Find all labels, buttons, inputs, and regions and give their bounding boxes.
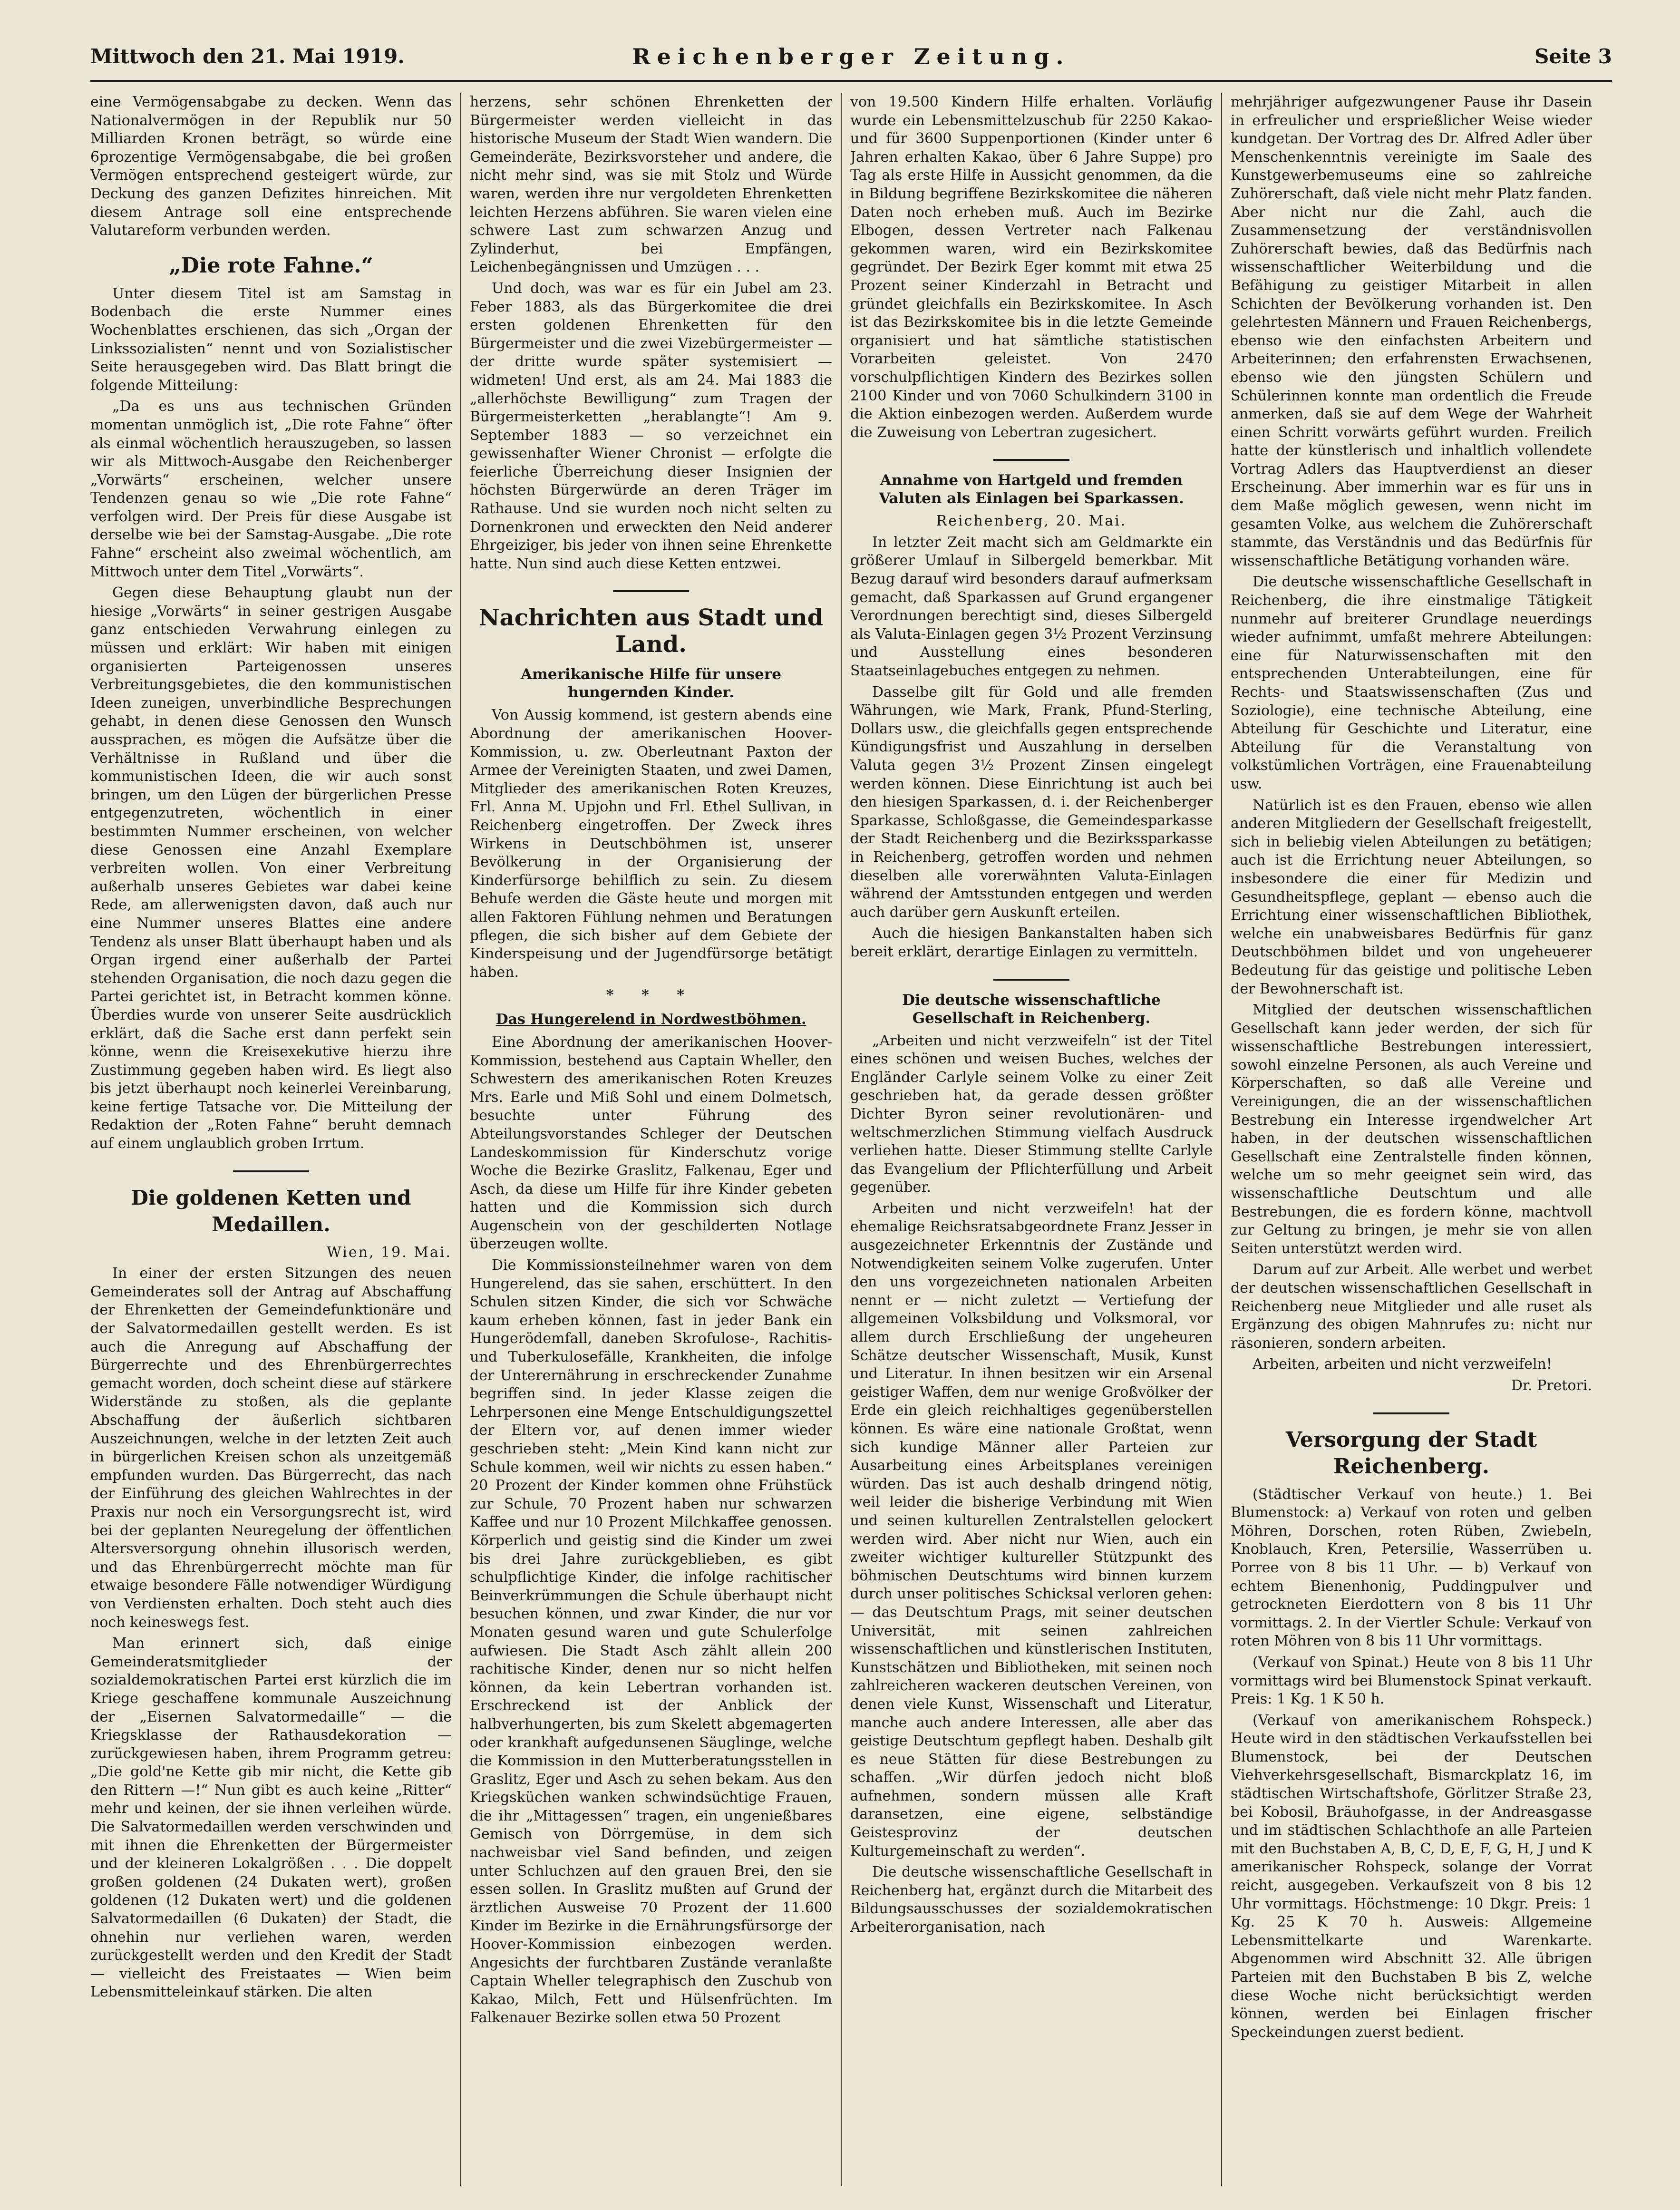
paragraph: Man erinnert sich, daß einige Gemeinderatsmitglieder der sozialdemokratischen Partei erst kürzlich die im Kriege geschaffene kommunale Auszeichnung der „Eisernen Salvatormedaille“ — die Kriegsklasse der Rathausdekoration — zurückgewiesen haben, ihrem Programm getreu: „Die gold'ne Kette gib mir nicht, die Kette gib den Rittern —!“ Nun gibt es auch keine „Ritter“ mehr und keinen, der sie ihnen verleihen würde. Die Salvatormedaillen werden verschwinden und mit ihnen die Ehrenketten der Bürgermeister und der kleineren Lokalgrößen . . . Die doppelt großen goldenen (24 Dukaten wert), großen goldenen (12 Dukaten wert) und die goldenen Salvatormedaillen (6 Dukaten) der Stadt, die ohnehin nur verliehen waren, werden zurückgestellt werden und den Kredit der Stadt — vielleicht des Freistaates — Wien beim Lebensmitteleinkauf stärken. Die alten	[90, 1635, 452, 2001]
paragraph: In letzter Zeit macht sich am Geldmarkte ein größerer Umlauf in Silbergeld bemerkbar. Mit Bezug darauf wird besonders darauf aufmerksam gemacht, daß Sparkassen auf Grund ergangener Verordnungen berechtigt sind, dieses Silbergeld als Valuta-Einlagen gegen 3½ Prozent Verzinsung und Ausstellung eines besonderen Staatseinlagebuches entgegen zu nehmen.	[850, 534, 1213, 680]
paragraph: Und doch, was war es für ein Jubel am 23. Feber 1883, als das Bürgerkomitee die drei ersten goldenen Ehrenketten für den Bürgermeister und die zwei Vizebürgermeister — der dritte wurde später systemisiert — widmeten! Und erst, als am 24. Mai 1883 die „allerhöchste Bewilligung“ zum Tragen der Bürgermeisterketten „herablangte“! Am 9. September 1883 — so verzeichnet ein gewissenhafter Wiener Chronist — erfolgte die feierliche Überreichung dieser Insignien der höchsten Bürgerwürde an deren Träger im Rathause. Und sie wurden noch nicht selten zu Dornenkronen und erweckten den Neid anderer Ehrgeiziger, bis jeder von ihnen seine Ehrenkette hatte. Nun sind auch diese Ketten entzwei.	[470, 280, 832, 572]
paragraph: Auch die hiesigen Bankanstalten haben sich bereit erklärt, derartige Einlagen zu vermitteln.	[850, 925, 1213, 960]
page-number: Seite 3	[1534, 45, 1612, 68]
article-continuation: eine Vermögensabgabe zu decken. Wenn das Nationalvermögen in der Republik nur 50 Milliarden Kronen beträgt, so würde eine 6prozentige Vermögensabgabe, die bei großen Vermögen entsprechend gesteigert würde, zur Deckung des ganzen Defizites hinreichen. Mit diesem Antrage soll eine entsprechende Valutareform verbunden werden.	[90, 94, 452, 239]
paragraph: Mitglied der deutschen wissenschaftlichen Gesellschaft kann jeder werden, der sich für wissenschaftliche Bestrebungen interessiert, sowohl einzelne Personen, als auch Vereine und Körperschaften, so daß alle Vereine und Vereinigungen, die an der wissenschaftlichen Bestrebung ein Interesse irgendwelcher Art haben, in der deutschen wissenschaftlichen Gesellschaft eine Zentralstelle finden können, welche um so mehr geeignet sein wird, das wissenschaftliche Deutschtum und alle Bestrebungen, die es fordern könne, machtvoll zur Geltung zu bringen, je mehr sie von allen Seiten unterstützt werden wird.	[1231, 1002, 1592, 1257]
paragraph: Von Aussig kommend, ist gestern abends eine Abordnung der amerikanischen Hoover-Kommission, u. zw. Oberleutnant Paxton der Armee der Vereinigten Staaten, und zwei Damen, Mitglieder des amerikanischen Roten Kreuzes, Frl. Anna M. Upjohn und Frl. Ethel Sullivan, in Reichenberg eingetroffen. Der Zweck ihres Wirkens in Deutschböhmen ist, unserer Bevölkerung in der Organisierung der Kinderfürsorge behilflich zu sein. Zu diesem Behufe werden die Gäste heute und morgen mit allen Faktoren Fühlung nehmen und Beratungen pflegen, die sich bisher auf dem Gebiete der Kinderspeisung und der Jugendfürsorge betätigt haben.	[470, 707, 832, 981]
column-rule	[1221, 93, 1222, 2186]
paragraph: Darum auf zur Arbeit. Alle werbet und werbet der deutschen wissenschaftlichen Gesellschaft in Reichenberg neue Mitglieder und alle ruset als Ergänzung des obigen Mahnrufes zu: nicht nur räsonieren, sondern arbeiten.	[1231, 1261, 1592, 1352]
column-rule	[841, 93, 842, 2186]
paragraph: In einer der ersten Sitzungen des neuen Gemeinderates soll der Antrag auf Abschaffung der Ehrenketten der Gemeindefunktionäre und der Salvatormedaillen gestellt werden. Es ist auch die Anregung auf Abschaffung der Bürgerrechte und des Ehrenbürgerrechtes gemacht worden, doch scheint diese auf stärkere Widerstände zu stoßen, als die geplante Abschaffung der äußerlich sichtbaren Auszeichnungen, welche in der letzten Zeit auch in bürgerlichen Kreisen schon als unzeitgemäß empfunden wurden. Das Bürgerrecht, das nach der Einführung des gleichen Wahlrechtes in der Praxis nur noch ein Versorgungsrecht ist, wird bei der geplanten Neuregelung der öffentlichen Altersversorgung ohnehin illusorisch werden, und das Ehrenbürgerrecht möchte man für etwaige besondere Fälle notwendiger Würdigung von Verdiensten erhalten. Doch steht auch dies noch keineswegs fest.	[90, 1265, 452, 1631]
paragraph: Dasselbe gilt für Gold und alle fremden Währungen, wie Mark, Frank, Pfund-Sterling, Dollars usw., die gleichfalls gegen entsprechende Kündigungsfrist und Auszahlung in derselben Valuta gegen 3½ Prozent Zinsen eingelegt werden können. Diese Einrichtung ist auch bei den hiesigen Sparkassen, d. i. der Reichenberger Sparkasse, Schloßgasse, die Gemeindesparkasse der Stadt Reichenberg und die Bezirkssparkasse in Reichenberg, getroffen worden und nehmen dieselben alle vorerwähnten Valuta-Einlagen während der Amtsstunden entgegen und werden auch darüber gern Auskunft erteilen.	[850, 683, 1213, 921]
headline-hartgeld-valuten: Annahme von Hartgeld und fremden Valuten als Einlagen bei Sparkassen.	[879, 472, 1184, 507]
quoted-notice: „Da es uns aus technischen Gründen momentan unmöglich ist, „Die rote Fahne“ öfter als einmal wöchentlich herauszugeben, so lassen wir als Mittwoch-Ausgabe den Reichenberger „Vorwärts“ erscheinen, welcher unsere Tendenzen genau so wie „Die rote Fahne“ verfolgen wird. Der Preis für diese Ausgabe ist derselbe wie bei der Samstag-Ausgabe. „Die rote Fahne“ erscheint also zweimal wöchentlich, am Mittwoch unter dem Titel „Vorwärts“.	[90, 398, 452, 580]
paragraph: „Arbeiten und nicht verzweifeln“ ist der Titel eines schönen und weisen Buches, welches der Engländer Carlyle seinem Volke zu einer Zeit geschrieben hat, da gerade dessen größter Dichter Byron seiner revolutionären- und weltschmerzlichen Stimmung vielfach Ausdruck verliehen hatte. Dieser Stimmung stellte Carlyle das Evangelium der Pflichterfüllung und Arbeit gegenüber.	[850, 1032, 1213, 1196]
headline-wissenschaftliche-gesellschaft: Die deutsche wissenschaftliche Gesellschaft in Reichenberg.	[902, 991, 1161, 1027]
section-heading-nachrichten: Nachrichten aus Stadt und Land.	[478, 604, 824, 658]
paragraph: Die deutsche wissenschaftliche Gesellschaft in Reichenberg, die ihre einstmalige Tätigkeit nunmehr auf breiterer Grundlage neuerdings wieder aufnimmt, umfaßt mehrere Abteilungen: eine für Naturwissenschaften mit den entsprechenden Unterabteilungen, eine für Rechts- und Staatswissenschaften (Zus und Soziologie), eine technische Abteilung, eine Abteilung für Geschichte und Literatur, eine Abteilung für die Veranstaltung von volkstümlichen Vorträgen, eine Frauenabteilung usw.	[1231, 574, 1592, 792]
section-separator	[613, 590, 689, 592]
paragraph: Die deutsche wissenschaftliche Gesellschaft in Reichenberg hat, ergänzt durch die Mitarbeit des Bildungsausschusses der sozialdemokratischen Arbeiterorganisation, nach	[850, 1864, 1213, 1936]
section-separator	[233, 1170, 309, 1172]
issue-date: Mittwoch den 21. Mai 1919.	[90, 45, 405, 68]
section-separator	[1373, 1412, 1449, 1414]
article-continuation: mehrjähriger aufgezwungener Pause ihr Dasein in erfreulicher und ersprießlicher Weise wieder kundgetan. Der Vortrag des Dr. Alfred Adler über Menschenkenntnis vereinigte im Saale des Kunstgewerbemuseums eine so zahlreiche Zuhörerschaft, daß viele nicht mehr Platz fanden. Aber nicht nur die Zahl, auch die Zusammensetzung der verständnisvollen Zuhörerschaft bewies, daß das Bedürfnis nach wissenschaftlicher Weiterbildung und die Befähigung zu geistiger Mitarbeit in allen Schichten der Bevölkerung vorhanden ist. Den gelehrtesten Männern und Frauen Reichenbergs, ebenso wie den einfachsten Arbeitern und Arbeiterinnen; den erfahrensten Erwachsenen, ebenso wie den jüngsten Schülern und Schülerinnen konnte man ordentlich die Freude anmerken, daß sie auf dem Wege der Wahrheit einen Schritt vorwärts geführt wurden. Freilich hatte der künstlerisch und inhaltlich vollendete Vortrag Adlers das Hauptverdienst an dieser Erscheinung. Aber immerhin war es für uns in dem Maße möglich gewesen, wenn nicht im gesamten Volke, aus welchem die Zuhörerschaft stammte, das Verständnis und das Bedürfnis für wissenschaftliche Betätigung vorhanden wäre.	[1231, 94, 1592, 569]
paragraph: (Städtischer Verkauf von heute.) 1. Bei Blumenstock: a) Verkauf von roten und gelben Möhren, Dorschen, roten Rüben, Zwiebeln, Knoblauch, Kren, Petersilie, Wasserrüben u. Porree von 8 bis 11 Uhr. — b) Verkauf von echtem Bienenhonig, Puddingpulver und getrockneten Eierdottern von 8 bis 11 Uhr vormittags. 2. In der Viertler Schule: Verkauf von roten Möhren von 8 bis 11 Uhr vormittags.	[1231, 1486, 1592, 1650]
column-2	[470, 93, 832, 2186]
column-1	[90, 93, 452, 2186]
headline-versorgung: Versorgung der Stadt Reichenberg.	[1285, 1427, 1537, 1479]
section-separator	[993, 979, 1069, 981]
dateline: Reichenberg, 20. Mai.	[936, 513, 1127, 530]
paragraph: Eine Abordnung der amerikanischen Hoover-Kommission, bestehend aus Captain Wheller, den Schwestern des amerikanischen Roten Kreuzes Mrs. Earle und Miß Sohl und einem Dolmetsch, besuchte unter Führung des Abteilungsvorstandes Schleger der Deutschen Landeskommission für Kinderschutz vorige Woche die Bezirke Graslitz, Falkenau, Eger und Asch, da diese um Hilfe für ihre Kinder gebeten hatten und die Kommission sich durch Augenschein von der geschilderten Notlage überzeugen wollte.	[470, 1033, 832, 1253]
column-4	[1231, 93, 1592, 2186]
column-rule	[460, 93, 461, 2186]
paragraph: Natürlich ist es den Frauen, ebenso wie allen anderen Mitgliedern der Gesellschaft freigestellt, sich in beliebig vielen Abteilungen zu betätigen; auch ist die Errichtung neuer Abteilungen, so insbesondere die einer für Medizin und Gesundheitspflege, geplant — ebenso auch die Errichtung einer wissenschaftlichen Bibliothek, welche ein unabweisbares Bedürfnis für ganz Deutschböhmen bildet und von ungeheuerer Bedeutung für das geistige und politische Leben der Bewohnerschaft ist.	[1231, 797, 1592, 997]
headline-hungerelend: Das Hungerelend in Nordwestböhmen.	[495, 1011, 806, 1028]
paragraph: Die Kommissionsteilnehmer waren von dem Hungerelend, das sie sahen, erschüttert. In den Schulen sitzen Kinder, die sich vor Schwäche kaum erheben können, fast in jeder Bank ein Hungerödemfall, daneben Skrofulose-, Rachitis- und Tuberkulosefälle, Krankheiten, die infolge der Unterernährung in erschreckender Zunahme begriffen sind. In jeder Klasse zeigen die Lehrpersonen eine Menge Entschuldigungszettel der Eltern vor, auf denen immer wieder geschrieben steht: „Mein Kind kann nicht zur Schule kommen, weil wir nichts zu essen haben.“ 20 Prozent der Kinder kommen ohne Frühstück zur Schule, 70 Prozent haben nur schwarzen Kaffee und nur 10 Prozent Milchkaffee genossen. Körperlich und geistig sind die Kinder um zwei bis drei Jahre zurückgeblieben, es gibt schulpflichtige Kinder, die infolge rachitischer Beinverkrümmungen die Schule überhaupt nicht besuchen können, und zwar Kinder, die nur vor Monaten gesund waren und gute Schulerfolge aufwiesen. Die Stadt Asch zählt allein 200 rachitische Kinder, denen nur so nicht helfen können, da kein Lebertran vorhanden ist. Erschreckend ist der Anblick der halbverhungerten, bis zum Skelett abgemagerten oder krankhaft aufgedunsenen Säuglinge, welche die Kommission in den Mutterberatungsstellen in Graslitz, Eger und Asch zu sehen bekam. Aus den Kriegsküchen wanken schwindsüchtige Frauen, die ihr „Mittagessen“ tragen, ein ungenießbares Gemisch von Dörrgemüse, in dem sich nachweisbar viel Sand befinden, und zeigen unter Schluchzen auf den grauen Brei, den sie essen sollen. In Graslitz mußten auf Grund der ärztlichen Ausweise 70 Prozent der 11.600 Kinder im Bezirke in die Ernährungsfürsorge der Hoover-Kommission einbezogen werden. Angesichts der furchtbaren Zustände veranlaßte Captain Wheller telegraphisch den Zuschub von Kakao, Milch, Fett und Hülsenfrüchten. Im Falkenauer Bezirke sollen etwa 50 Prozent	[470, 1257, 832, 2026]
paragraph: Arbeiten, arbeiten und nicht verzweifeln!	[1253, 1356, 1552, 1373]
paragraph: Arbeiten und nicht verzweifeln! hat der ehemalige Reichsratsabgeordnete Franz Jesser in ausgezeichneter Erkenntnis der Zustände und Notwendigkeiten seinem Volke zugerufen. Unter den uns vorgezeichneten nationalen Arbeiten nennt er — nicht zuletzt — Vertiefung der allgemeinen Volksbildung und Volksmoral, vor allem durch Erschließung der ungeheuren Schätze deutscher Wissenschaft, Musik, Kunst und Literatur. In ihnen besitzen wir ein Arsenal geistiger Waffen, dem nur wenige Großvölker der Erde ein gleich reichhaltiges gegenüberstellen können. Es wäre eine nationale Großtat, wenn sich kundige Männer aller Parteien zur Ausarbeitung eines Arbeitsplanes vereinigen würden. Das ist auch deshalb dringend nötig, weil leider die bisherige Verbindung mit Wien und seinen kulturellen Zentralstellen gelockert werden wird. Aber nicht nur Wien, auch ein zweiter wichtiger kultureller Stützpunkt des böhmischen Deutschtums wird binnen kurzem durch unser politisches Schicksal verloren gehen: — das Deutschtum Prags, mit seiner deutschen Universität, mit seinen zahlreichen wissenschaftlichen und künstlerischen Instituten, Kunstschätzen und Bibliotheken, mit seinen noch zahlreicheren wackeren deutschen Vereinen, von denen viele Kunst, Wissenschaft und Literatur, manche auch andere Interessen, alle aber das geistige Deutschtum gepflegt haben. Deshalb gilt es neue Stätten für diese Bestrebungen zu schaffen. „Wir dürfen jedoch nicht bloß aufnehmen, sondern müssen alle Kraft daransetzen, eine eigene, selbständige Geistesprovinz der deutschen Kulturgemeinschaft zu werden“.	[850, 1200, 1213, 1860]
article-continuation: von 19.500 Kindern Hilfe erhalten. Vorläufig wurde ein Lebensmittelzuschub für 2250 Kakao- und für 3600 Suppenportionen (Kinder unter 6 Jahren erhalten Kakao, über 6 Jahre Suppe) pro Tag als erste Hilfe in Aussicht genommen, da die in Bildung begriffene Bezirkskomitee die näheren Daten noch erheben muß. Auch im Bezirke Elbogen, dessen Vertreter nach Falkenau gekommen waren, wird ein Bezirkskomitee gegründet. Der Bezirk Eger kommt mit etwa 25 Prozent seiner Kinderzahl in Betracht und gründet gleichfalls ein Bezirkskomitee. In Asch ist das Bezirkskomitee bis in die letzte Gemeinde organisiert und hat sämtliche statistischen Vorarbeiten geleistet. Von 2470 vorschulpflichtigen Kindern des Bezirkes sollen 2100 Kinder und von 7060 Schulkindern 3100 in die Aktion einbezogen werden. Außerdem wurde die Zuweisung von Lebertran zugesichert.	[850, 94, 1213, 441]
paragraph: (Verkauf von Spinat.) Heute von 8 bis 11 Uhr vormittags wird bei Blumenstock Spinat verkauft. Preis: 1 Kg. 1 K 50 h.	[1231, 1654, 1592, 1708]
asterism-divider: * * *	[606, 987, 696, 1004]
headline-goldene-ketten: Die goldenen Ketten und Medaillen.	[131, 1186, 411, 1236]
headline-rote-fahne: „Die rote Fahne.“	[169, 253, 373, 278]
paragraph: (Verkauf von amerikanischem Rohspeck.) Heute wird in den städtischen Verkaufsstellen bei Blumenstock, bei der Deutschen Viehverkehrsgesellschaft, Bismarckplatz 16, im städtischen Wirtschaftshofe, Görlitzer Straße 23, bei Kobosil, Bräuhofgasse, in der Andreasgasse und im städtischen Schlachthofe an alle Parteien mit den Buchstaben A, B, C, D, E, F, G, H, J und K amerikanischer Rohspeck, solange der Vorrat reicht, ausgegeben. Verkaufszeit von 8 bis 12 Uhr vormittags. Höchstmenge: 10 Dkgr. Preis: 1 Kg. 25 K 70 h. Ausweis: Allgemeine Lebensmittelkarte und Warenkarte. Abgenommen wird Abschnitt 32. Alle übrigen Parteien mit den Buchstaben B bis Z, welche diese Woche nicht berücksichtigt werden können, werden bei Einlagen frischer Speckeindungen zuerst bedient.	[1231, 1712, 1592, 2041]
masthead	[90, 42, 1612, 82]
paragraph: Gegen diese Behauptung glaubt nun der hiesige „Vorwärts“ in seiner gestrigen Ausgabe ganz entschieden Verwahrung einlegen zu müssen und erklärt: Wir haben mit einigen organisierten Parteigenossen unseres Verbreitungsgebietes, die den kommunistischen Ideen zuneigen, unverbindliche Besprechungen gehabt, in denen diese Genossen den Wunsch aussprachen, es mögen die Aufsätze über die Verhältnisse in Rußland und über die kommunistischen Ideen, die wir auch sonst bringen, um den Lügen der bürgerlichen Presse entgegenzutreten, wöchentlich in einer bestimmten Nummer erscheinen, von welcher diese Genossen eine Anzahl Exemplare verbreiten wollen. Von einer Verbreitung außerhalb unseres Gebietes war dabei keine Rede, am allerwenigsten davon, daß auch nur eine Nummer unseres Blattes eine andere Tendenz als unser Blatt überhaupt haben und als Organ irgend einer außerhalb der Partei stehenden Organisation, die noch dazu gegen die Partei gerichtet ist, in Betracht kommen könne. Überdies wurde von unserer Seite ausdrücklich erklärt, daß die Sache erst dann perfekt sein könne, wenn die Kreisexekutive hierzu ihre Zustimmung gegeben haben wird. Es liegt also bis jetzt überhaupt noch keinerlei Vereinbarung, keine fertige Tatsache vor. Die Mitteilung der Redaktion der „Roten Fahne“ beruht demnach auf einem unglaublich groben Irrtum.	[90, 584, 452, 1152]
dateline: Wien, 19. Mai.	[326, 1244, 452, 1261]
column-3	[850, 93, 1213, 2186]
headline-amerikanische-hilfe: Amerikanische Hilfe für unsere hungernden Kinder.	[521, 666, 781, 701]
newspaper-title: Reichenberger Zeitung.	[632, 44, 1070, 69]
section-separator	[993, 459, 1069, 461]
author-signature: Dr. Pretori.	[1511, 1377, 1592, 1394]
paragraph: Unter diesem Titel ist am Samstag in Bodenbach die erste Nummer eines Wochenblattes erschienen, das sich „Organ der Linkssozialisten“ nennt und von Sozialistischer Seite herausgegeben wird. Das Blatt bringt die folgende Mitteilung:	[90, 285, 452, 394]
article-continuation: herzens, sehr schönen Ehrenketten der Bürgermeister werden vielleicht in das historische Museum der Stadt Wien wandern. Die Gemeinderäte, Bezirksvorsteher und andere, die nicht mehr sind, was sie mit Stolz und Würde waren, werden ihre nur vergoldeten Ehrenketten leichten Herzens abführen. Sie waren vielen eine schwere Last zum schwarzen Anzug und Zylinderhut, bei Empfängen, Leichenbegängnissen und Umzügen . . .	[470, 94, 832, 276]
